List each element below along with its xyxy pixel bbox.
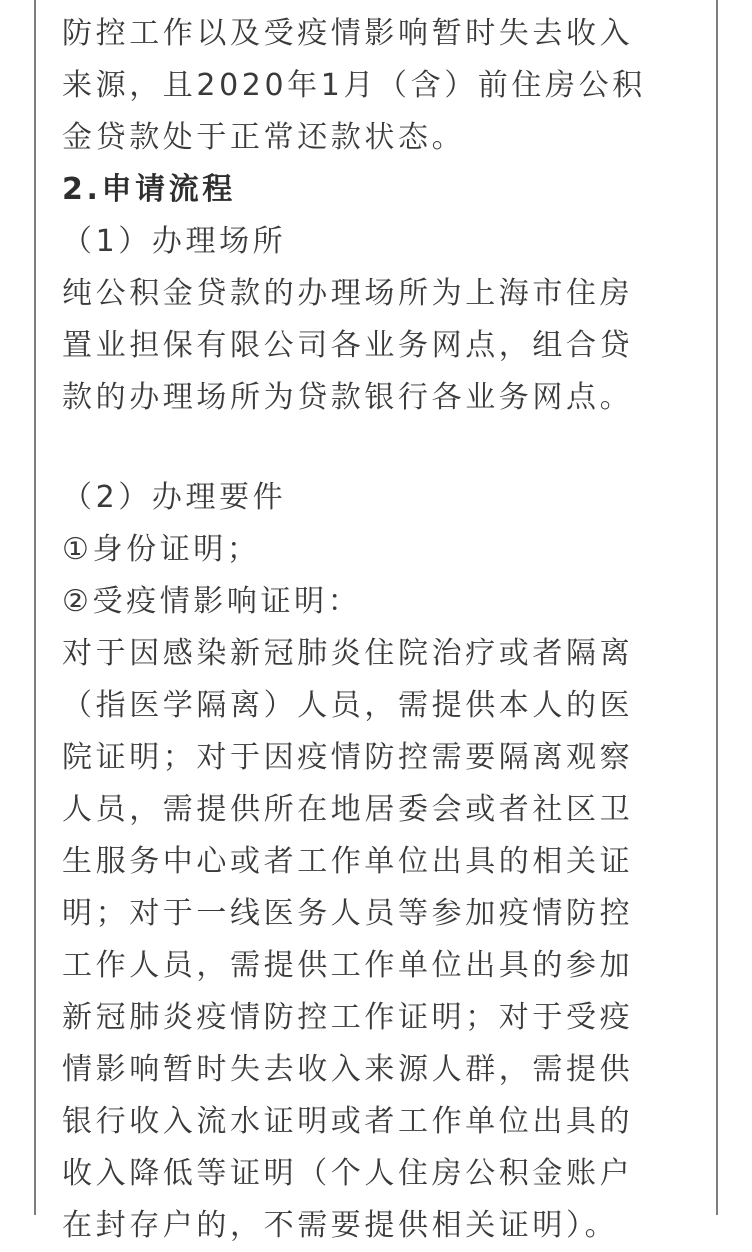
paragraph-line: 新冠肺炎疫情防控工作证明；对于受疫 xyxy=(62,1000,634,1035)
paragraph-line: 银行收入流水证明或者工作单位出具的 xyxy=(62,1104,634,1139)
list-item: ②受疫情影响证明： xyxy=(62,584,362,619)
subsection-title: （2）办理要件 xyxy=(62,480,287,515)
paragraph-line: 在封存户的，不需要提供相关证明）。 xyxy=(62,1208,619,1243)
paragraph-line: 院证明；对于因疫情防控需要隔离观察 xyxy=(62,740,634,775)
paragraph-line: 置业担保有限公司各业务网点，组合贷 xyxy=(62,328,634,363)
paragraph-line: 对于因感染新冠肺炎住院治疗或者隔离 xyxy=(62,636,634,671)
paragraph-line: （指医学隔离）人员，需提供本人的医 xyxy=(62,688,634,723)
subsection-title: （1）办理场所 xyxy=(62,224,287,259)
intro-line: 来源，且2020年1月（含）前住房公积 xyxy=(62,68,646,103)
paragraph-line: 情影响暂时失去收入来源人群，需提供 xyxy=(62,1052,634,1087)
document-body xyxy=(62,8,690,1252)
intro-line: 金贷款处于正常还款状态。 xyxy=(62,120,466,155)
paragraph-line: 收入降低等证明（个人住房公积金账户 xyxy=(62,1156,634,1191)
paragraph-line: 工作人员，需提供工作单位出具的参加 xyxy=(62,948,634,983)
paragraph-line: 明；对于一线医务人员等参加疫情防控 xyxy=(62,896,634,931)
paragraph-line: 人员，需提供所在地居委会或者社区卫 xyxy=(62,792,634,827)
paragraph-line: 款的办理场所为贷款银行各业务网点。 xyxy=(62,380,634,415)
paragraph-line: 纯公积金贷款的办理场所为上海市住房 xyxy=(62,276,634,311)
paragraph-spacer xyxy=(62,424,690,472)
intro-line: 防控工作以及受疫情影响暂时失去收入 xyxy=(62,16,634,51)
list-item: ①身份证明； xyxy=(62,532,261,567)
paragraph-line: 生服务中心或者工作单位出具的相关证 xyxy=(62,844,634,879)
section-heading: 2.申请流程 xyxy=(62,172,236,207)
